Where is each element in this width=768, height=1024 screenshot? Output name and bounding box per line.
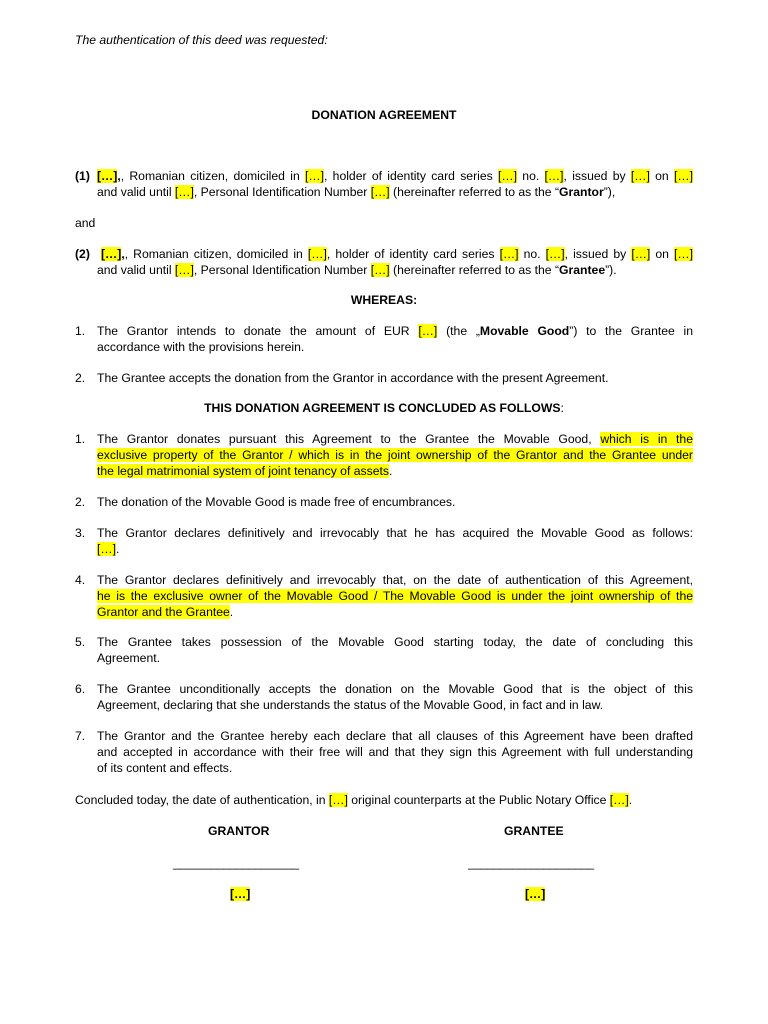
party-2-name-placeholder: […] <box>101 247 122 261</box>
authentication-note: The authentication of this deed was requested: <box>75 33 328 47</box>
and-connector: and <box>75 216 96 230</box>
placeholder: […] <box>499 247 519 261</box>
clause-3-line-1: The Grantor declares definitively and irrevocably that he has acquired the Movable Good as follows: <box>97 526 693 540</box>
clause-1-line-3: the legal matrimonial system of joint tenancy of assets. <box>97 464 393 478</box>
placeholder: […] <box>370 263 390 277</box>
clause-4-line-2: he is the exclusive owner of the Movable Good / The Movable Good is under the joint ownership of the <box>97 589 693 603</box>
clause-1-line-2: exclusive property of the Grantor / which is in the joint ownership of the Grantor and the Grantee under <box>97 448 693 462</box>
clause-6-line-2: Agreement, declaring that she understands the status of the Movable Good, in fact and in law. <box>97 698 604 712</box>
clause-4-line-1: The Grantor declares definitively and irrevocably that, on the date of authentication of this Agreement, <box>97 573 693 587</box>
placeholder: […] <box>674 247 693 261</box>
movable-good-term: Movable Good <box>479 324 570 338</box>
party-2-line-1: […],, Romanian citizen, domiciled in […], holder of identity card series […] no. […], issued by […] on […] <box>101 247 693 261</box>
placeholder: […] <box>174 263 194 277</box>
document-title: DONATION AGREEMENT <box>311 108 457 122</box>
notary-office-placeholder: […] <box>609 793 629 807</box>
whereas-heading: WHEREAS: <box>350 293 418 307</box>
placeholder: […] <box>630 169 650 183</box>
clause-7-line-2: and accepted in accordance with their free will and that they sign this Agreement with full understanding <box>97 745 693 759</box>
placeholder: […] <box>674 169 693 183</box>
grantor-signature-line: ____________________ <box>173 856 299 870</box>
whereas-1-line-1: The Grantor intends to donate the amount of EUR […] (the „Movable Good”) to the Grantee in <box>97 324 694 338</box>
clause-1-number: 1. <box>75 432 86 446</box>
placeholder: […] <box>307 247 327 261</box>
grantee-name-placeholder: […] <box>525 887 546 901</box>
clause-3-number: 3. <box>75 526 86 540</box>
clause-6-number: 6. <box>75 682 86 696</box>
counterparts-placeholder: […] <box>328 793 348 807</box>
clause-7-line-3: of its content and effects. <box>97 761 233 775</box>
placeholder: […] <box>498 169 517 183</box>
grantor-name-placeholder: […] <box>230 887 251 901</box>
placeholder: […] <box>97 542 116 556</box>
clause-1-line-1: The Grantor donates pursuant this Agreement to the Grantee the Movable Good, which is in the <box>97 432 693 446</box>
grantee-signature-label: GRANTEE <box>504 824 564 838</box>
closing-statement: Concluded today, the date of authentication, in […] original counterparts at the Public Notary Office […]. <box>75 793 633 807</box>
party-2-number: (2) <box>75 247 90 261</box>
placeholder: […] <box>305 169 324 183</box>
clause-5-line-2: Agreement. <box>97 651 161 665</box>
whereas-2-line-1: The Grantee accepts the donation from the Grantor in accordance with the present Agreement. <box>97 371 609 385</box>
clause-2-number: 2. <box>75 495 86 509</box>
placeholder: […] <box>631 247 651 261</box>
clause-3-line-2: […]. <box>97 542 120 556</box>
whereas-1-number: 1. <box>75 324 86 338</box>
clause-4-line-3: Grantor and the Grantee. <box>97 605 234 619</box>
party-1-name-placeholder: […] <box>97 169 118 183</box>
placeholder: […] <box>544 169 564 183</box>
grantee-role: Grantee <box>559 263 606 277</box>
whereas-1-line-2: accordance with the provisions herein. <box>97 340 305 354</box>
placeholder: […] <box>174 185 194 199</box>
grantee-signature-line: ____________________ <box>468 856 594 870</box>
amount-placeholder: […] <box>418 324 438 338</box>
clause-7-line-1: The Grantor and the Grantee hereby each declare that all clauses of this Agreement have been drafted <box>97 729 693 743</box>
clause-5-line-1: The Grantee takes possession of the Movable Good starting today, the date of concluding this <box>97 635 693 649</box>
party-2-line-2: and valid until […], Personal Identification Number […] (hereinafter referred to as the “Grantee”). <box>97 263 617 277</box>
placeholder: […] <box>545 247 565 261</box>
party-1-line-1: […],, Romanian citizen, domiciled in […], holder of identity card series […] no. […], issued by […] on […] <box>97 169 693 183</box>
grantor-role: Grantor <box>559 185 604 199</box>
grantor-signature-label: GRANTOR <box>208 824 270 838</box>
placeholder: […] <box>370 185 390 199</box>
clause-7-number: 7. <box>75 729 86 743</box>
party-1-number: (1) <box>75 169 90 183</box>
clause-5-number: 5. <box>75 635 86 649</box>
clause-2-line-1: The donation of the Movable Good is made free of encumbrances. <box>97 495 456 509</box>
concluded-heading: THIS DONATION AGREEMENT IS CONCLUDED AS FOLLOWS: <box>204 401 564 415</box>
clause-4-number: 4. <box>75 573 86 587</box>
party-1-line-2: and valid until […], Personal Identification Number […] (hereinafter referred to as the “Grantor”), <box>97 185 616 199</box>
whereas-2-number: 2. <box>75 371 86 385</box>
clause-6-line-1: The Grantee unconditionally accepts the donation on the Movable Good that is the object of this <box>97 682 693 696</box>
